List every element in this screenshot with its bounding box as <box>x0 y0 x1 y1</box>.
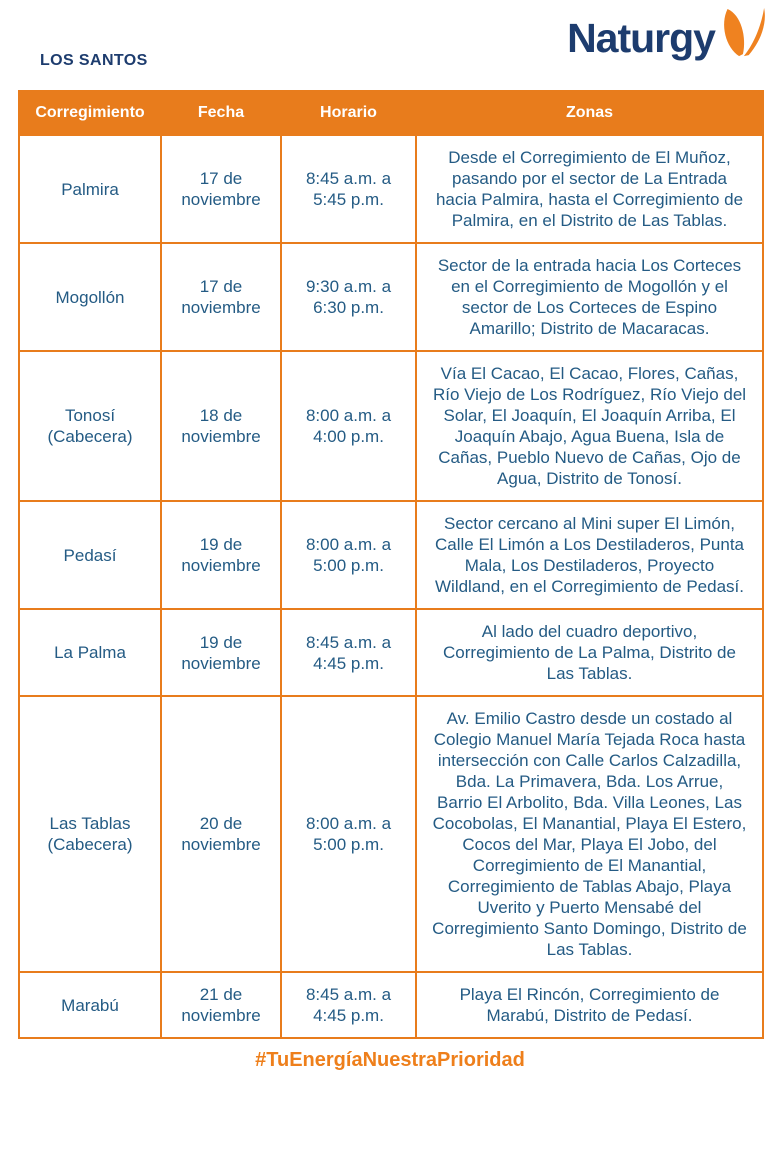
cell-horario: 8:00 a.m. a 4:00 p.m. <box>281 351 416 501</box>
schedule-table-wrapper <box>18 90 762 1039</box>
cell-zonas: Sector de la entrada hacia Los Corteces en el Corregimiento de Mogollón y el sector de Los Corteces de Espino Amarillo; Distrito de Macaracas. <box>416 243 763 351</box>
cell-fecha: 18 de noviembre <box>161 351 281 501</box>
table-row <box>19 135 763 243</box>
cell-fecha: 17 de noviembre <box>161 243 281 351</box>
cell-corregimiento: Las Tablas (Cabecera) <box>19 696 161 972</box>
table-row <box>19 243 763 351</box>
column-header-zonas: Zonas <box>416 91 763 135</box>
cell-corregimiento: Marabú <box>19 972 161 1038</box>
cell-corregimiento: Mogollón <box>19 243 161 351</box>
cell-horario: 8:00 a.m. a 5:00 p.m. <box>281 501 416 609</box>
table-row <box>19 501 763 609</box>
cell-horario: 8:45 a.m. a 4:45 p.m. <box>281 972 416 1038</box>
cell-fecha: 20 de noviembre <box>161 696 281 972</box>
table-row <box>19 351 763 501</box>
cell-zonas: Sector cercano al Mini super El Limón, Calle El Limón a Los Destiladeros, Punta Mala, Los Destiladeros, Proyecto Wildland, en el Corregimiento de Pedasí. <box>416 501 763 609</box>
table-header-row <box>19 91 763 135</box>
column-header-corregimiento: Corregimiento <box>19 91 161 135</box>
naturgy-wordmark: Naturgy <box>567 15 715 61</box>
schedule-table <box>18 90 764 1039</box>
cell-fecha: 21 de noviembre <box>161 972 281 1038</box>
column-header-horario: Horario <box>281 91 416 135</box>
campaign-hashtag: #TuEnergíaNuestraPrioridad <box>255 1049 525 1071</box>
cell-zonas: Vía El Cacao, El Cacao, Flores, Cañas, Río Viejo de Los Rodríguez, Río Viejo del Solar, El Joaquín, El Joaquín Arriba, El Joaquín Abajo, Agua Buena, Isla de Cañas, Pueblo Nuevo de Cañas, Ojo de Agua, Distrito de Tonosí. <box>416 351 763 501</box>
cell-horario: 9:30 a.m. a 6:30 p.m. <box>281 243 416 351</box>
cell-zonas: Playa El Rincón, Corregimiento de Marabú, Distrito de Pedasí. <box>416 972 763 1038</box>
cell-corregimiento: Tonosí (Cabecera) <box>19 351 161 501</box>
cell-corregimiento: Palmira <box>19 135 161 243</box>
cell-zonas: Desde el Corregimiento de El Muñoz, pasando por el sector de La Entrada hacia Palmira, hasta el Corregimiento de Palmira, en el Distrito de Las Tablas. <box>416 135 763 243</box>
cell-fecha: 19 de noviembre <box>161 501 281 609</box>
cell-fecha: 17 de noviembre <box>161 135 281 243</box>
page-header <box>0 0 780 90</box>
naturgy-butterfly-icon <box>716 6 766 60</box>
cell-horario: 8:00 a.m. a 5:00 p.m. <box>281 696 416 972</box>
table-row <box>19 609 763 696</box>
cell-corregimiento: La Palma <box>19 609 161 696</box>
cell-fecha: 19 de noviembre <box>161 609 281 696</box>
table-row <box>19 972 763 1038</box>
region-title: LOS SANTOS <box>40 52 148 69</box>
cell-horario: 8:45 a.m. a 5:45 p.m. <box>281 135 416 243</box>
naturgy-logo <box>567 10 766 66</box>
cell-horario: 8:45 a.m. a 4:45 p.m. <box>281 609 416 696</box>
cell-zonas: Av. Emilio Castro desde un costado al Colegio Manuel María Tejada Roca hasta intersección con Calle Carlos Calzadilla, Bda. La Primavera, Bda. Los Arrue, Barrio El Arbolito, Bda. Villa Leones, Las Cocobolas, El Manantial, Playa El Estero, Cocos del Mar, Playa El Jobo, del Corregimiento de El Manantial, Corregimiento de Tablas Abajo, Playa Uverito y Puerto Mensabé del Corregimiento Santo Domingo, Distrito de Las Tablas. <box>416 696 763 972</box>
cell-corregimiento: Pedasí <box>19 501 161 609</box>
column-header-fecha: Fecha <box>161 91 281 135</box>
cell-zonas: Al lado del cuadro deportivo, Corregimiento de La Palma, Distrito de Las Tablas. <box>416 609 763 696</box>
table-row <box>19 696 763 972</box>
